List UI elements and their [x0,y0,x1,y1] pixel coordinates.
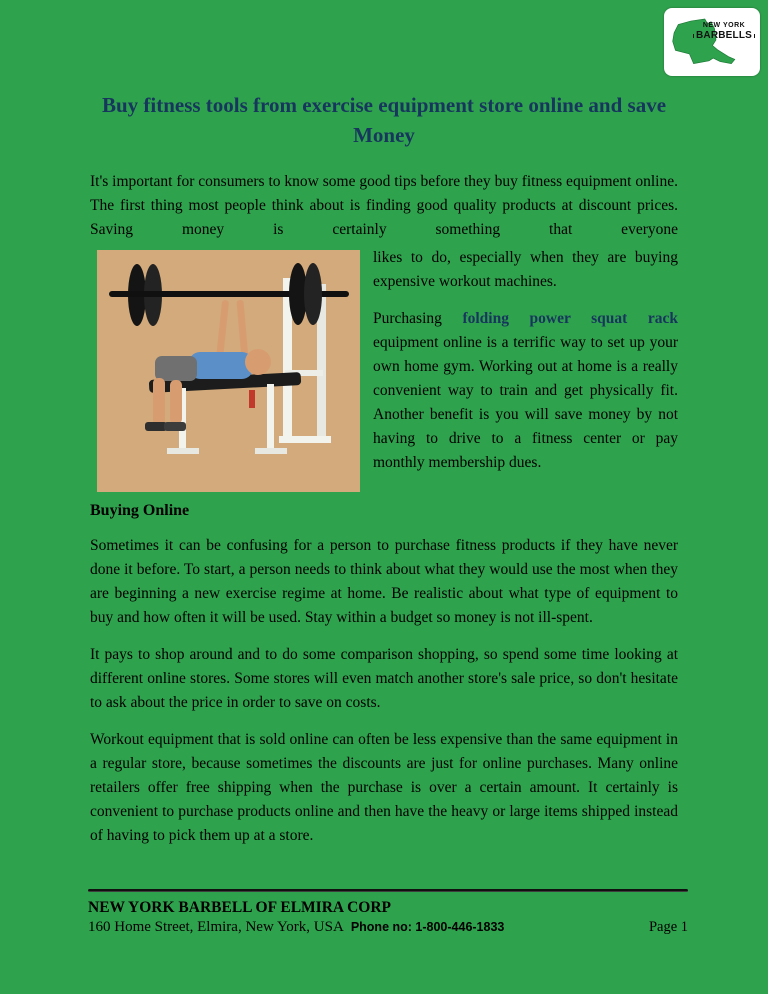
logo-text [693,22,755,41]
footer-address: 160 Home Street, Elmira, New York, USA [88,919,344,935]
logo-text-line2 [693,30,755,41]
bench-press-illustration [97,250,360,492]
article-body [0,90,768,848]
page-title: Buy fitness tools from exercise equipment store online and save Money [101,93,667,147]
footer-company-name: NEW YORK BARBELL OF ELMIRA CORP [88,899,392,916]
purchasing-paragraph [373,307,678,475]
intro-paragraph-part2: likes to do, especially when they are buying expensive workout machines. [373,249,678,290]
paragraph-workout-equipment: Workout equipment that is sold online can often be less expensive than the same equipment in a regular store, because sometimes the discounts are just for online purchases. Many online retailers offer free shipping when the purchase is over a certain amount. It certainly is convenient to purchase products online and then have the heavy or large items shipped instead of having to pick them up at a store. [90,731,678,844]
logo-text-line1: NEW YORK [702,22,746,29]
footer-phone: Phone no: 1-800-446-1833 [350,920,505,934]
paragraph-shop-around: It pays to shop around and to do some comparison shopping, so spend some time looking at different online stores. Some stores will even match another store's sale price, so don't hesitate to ask about the price in order to save on costs. [90,646,678,711]
buying-online-heading: Buying Online [90,502,190,519]
logo-barbells-word: BARBELLS [695,30,753,41]
paragraph-confusing: Sometimes it can be confusing for a person to purchase fitness products if they have never done it before. To start, a person needs to think about what they would use the most when they are beginning a new exercise regime at home. Be realistic about what type of equipment to buy and how often it will be used. Stay within a budget so money is not ill-spent. [90,537,678,626]
folding-power-squat-rack-link[interactable]: folding power squat rack [462,310,679,327]
footer-info-row [88,919,688,936]
purchasing-text-post: equipment online is a terrific way to set up your own home gym. Working out at home is a really convenient way to train and get physically fit. Another benefit is you will save money by not having to drive to a fitness center or pay monthly membership dues. [373,334,678,471]
image-text-section [90,246,678,492]
footer-divider [88,889,688,892]
page-number: Page 1 [648,919,688,935]
intro-paragraph-part1: It's important for consumers to know some good tips before they buy fitness equipment online. The first thing most people think about is finding good quality products at discount prices. Saving money is certainly something that everyone [90,173,678,238]
page-footer [88,889,688,936]
wrapped-text-column [373,246,678,492]
company-logo [664,8,760,76]
purchasing-text-pre: Purchasing [373,310,463,327]
bench-press-image [97,250,360,492]
